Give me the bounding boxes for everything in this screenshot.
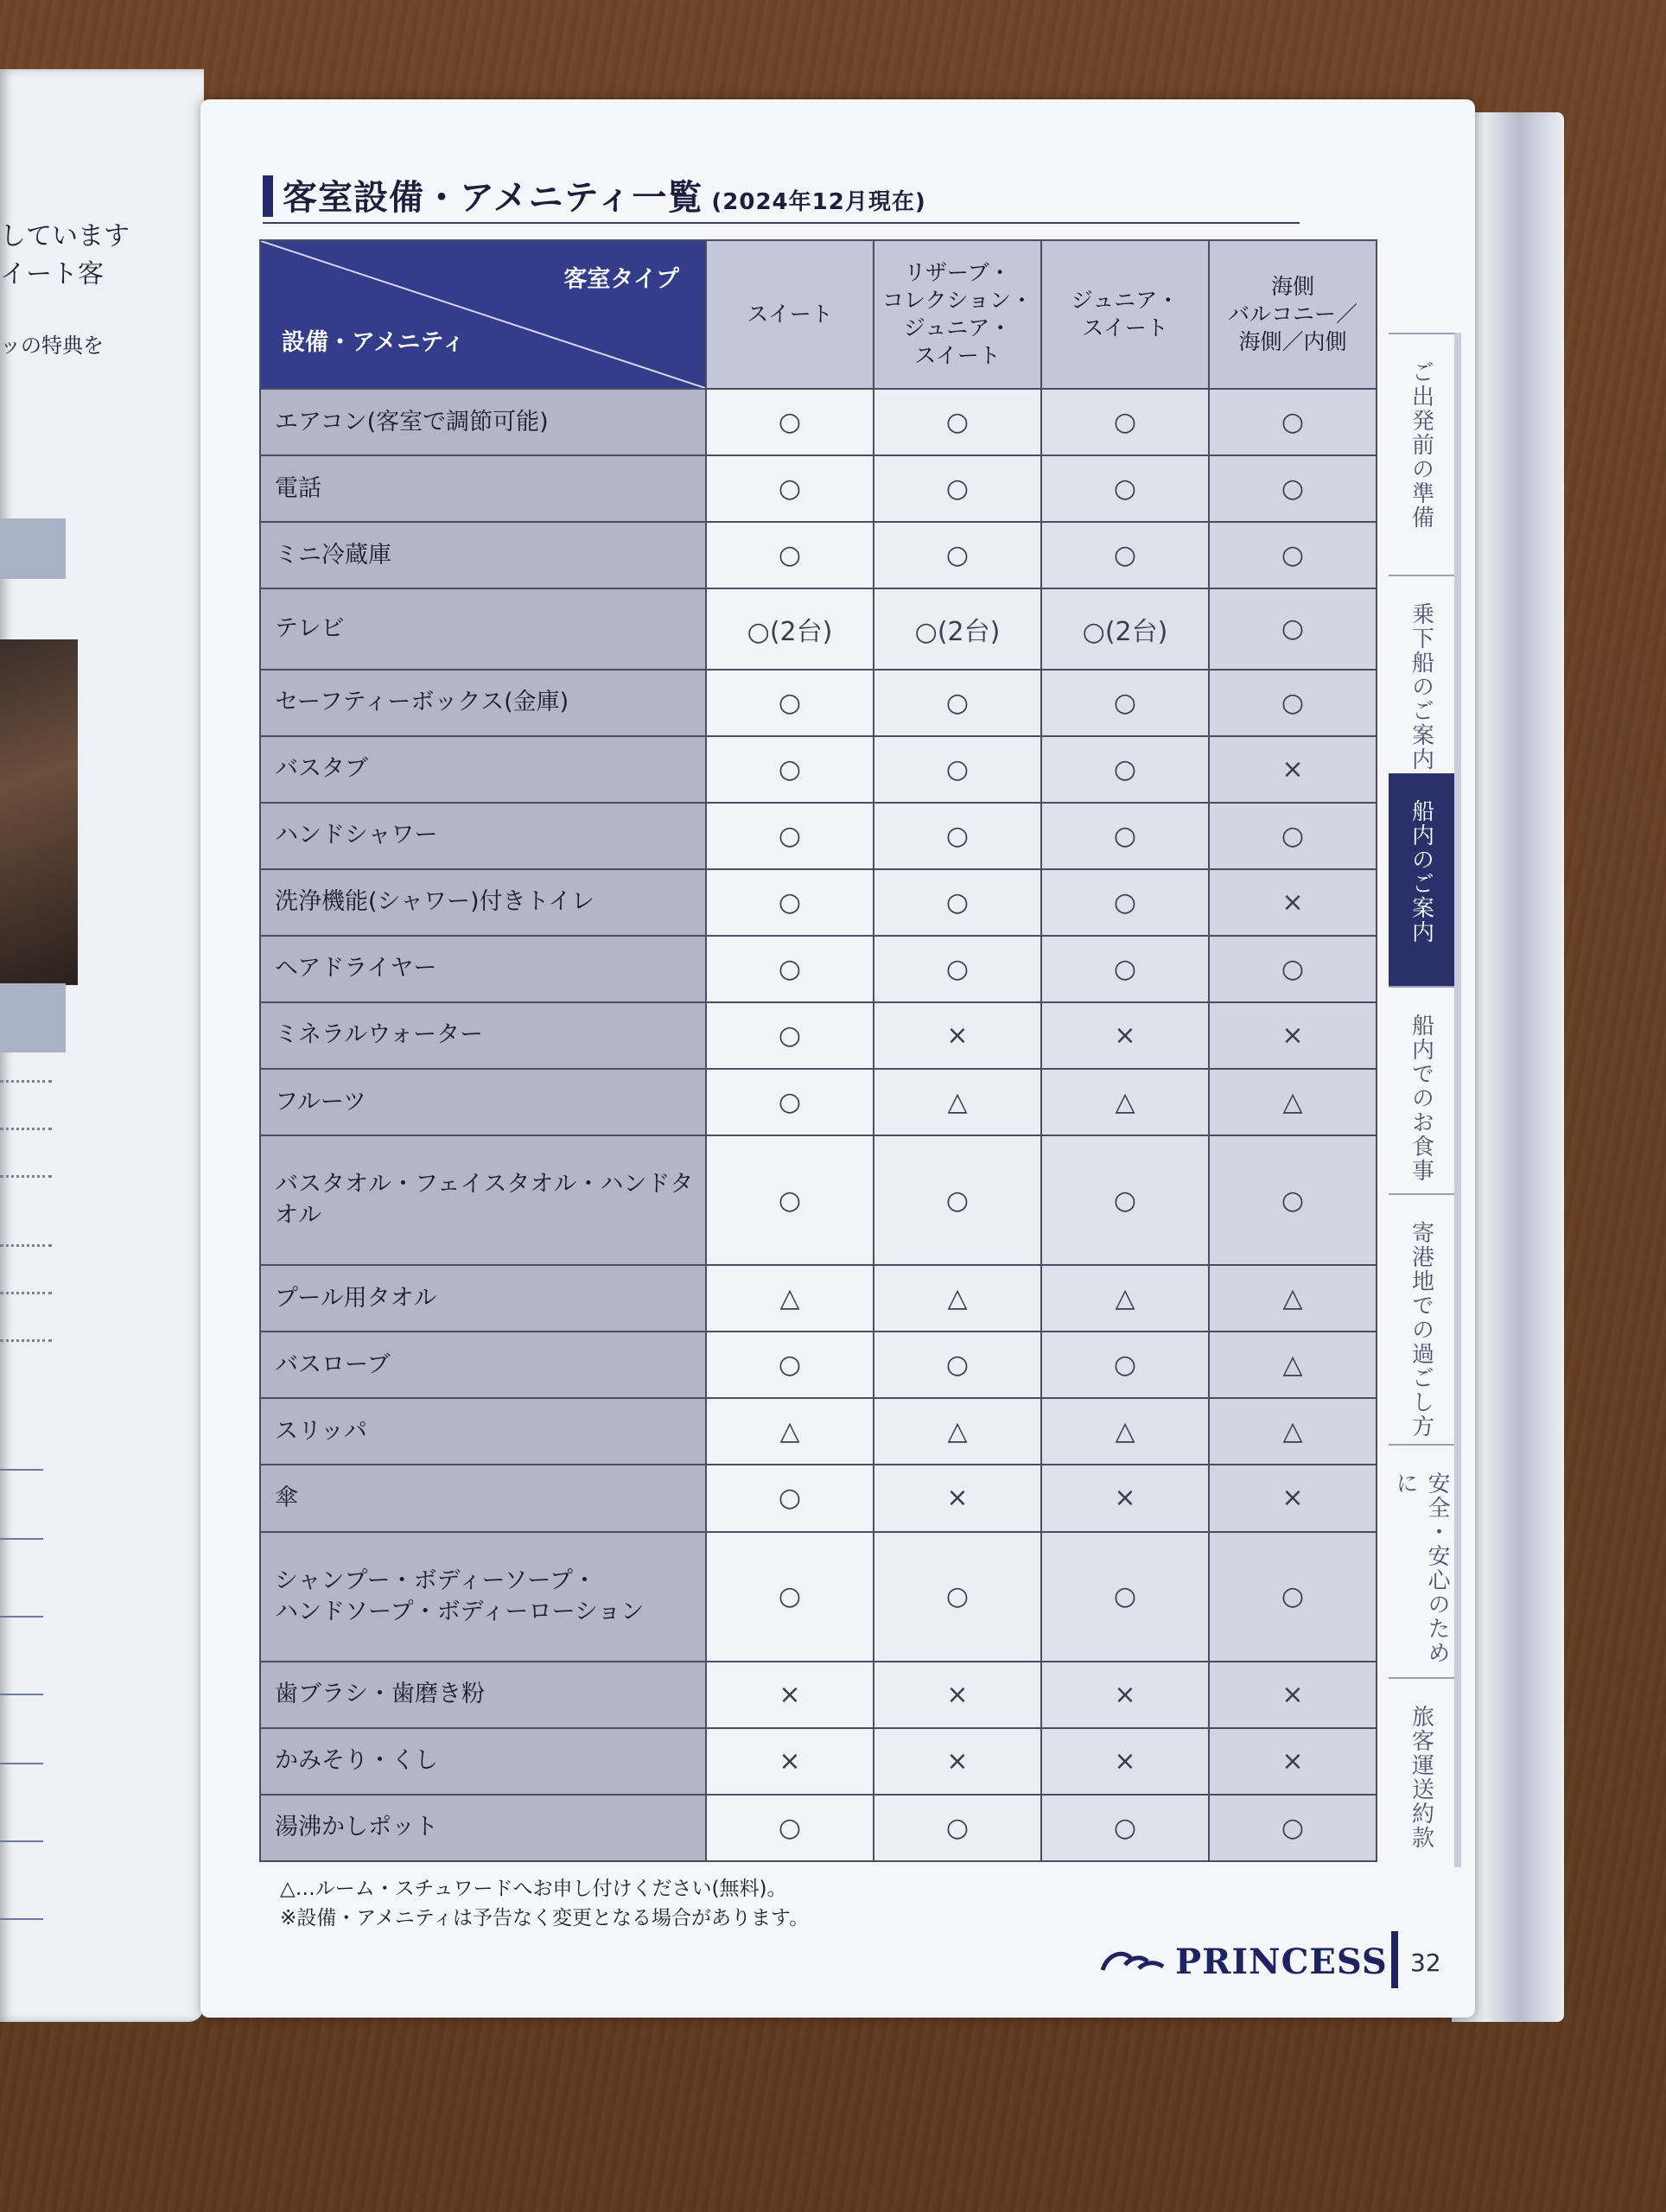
amenity-label: 電話: [260, 455, 706, 522]
availability-cell: △: [706, 1398, 874, 1465]
availability-cell: ○: [1041, 869, 1209, 936]
availability-cell: ○: [874, 670, 1041, 736]
availability-cell: △: [706, 1265, 874, 1332]
column-header-junior-suite: ジュニア・ スイート: [1041, 240, 1209, 389]
availability-cell: △: [874, 1398, 1041, 1465]
table-row: [260, 1332, 1377, 1398]
availability-cell: ×: [1209, 1002, 1377, 1069]
availability-cell: ○: [874, 803, 1041, 869]
amenity-label: 洗浄機能(シャワー)付きトイレ: [260, 869, 706, 936]
title-bar: [263, 175, 273, 217]
availability-cell: ○: [1041, 803, 1209, 869]
tab-embark-disembark[interactable]: 乗下船のご案内: [1389, 575, 1454, 773]
left-page-dots: [0, 1080, 52, 1083]
seawitch-icon: [1099, 1946, 1167, 1977]
table-row: [260, 1069, 1377, 1135]
availability-cell: ○: [706, 1465, 874, 1531]
amenity-label: ミニ冷蔵庫: [260, 522, 706, 588]
availability-cell: ○: [706, 455, 874, 522]
tab-onboard-guide[interactable]: 船内のご案内: [1389, 773, 1454, 986]
availability-cell: ×: [1209, 736, 1377, 803]
left-page-box: [0, 983, 66, 1052]
availability-cell: ×: [1041, 1662, 1209, 1728]
page-number: 32: [1410, 1948, 1441, 1977]
availability-cell: ○: [874, 455, 1041, 522]
table-row: [260, 522, 1377, 588]
availability-cell: ×: [1209, 1662, 1377, 1728]
availability-cell: △: [1209, 1265, 1377, 1332]
amenity-label: バスタブ: [260, 736, 706, 803]
availability-cell: △: [1209, 1332, 1377, 1398]
amenity-label: ミネラルウォーター: [260, 1002, 706, 1069]
left-page-fragment: しています: [0, 221, 130, 251]
availability-cell: ○: [874, 1135, 1041, 1265]
availability-cell: ○: [706, 522, 874, 588]
availability-cell: ○: [1041, 736, 1209, 803]
availability-cell: ○: [706, 1069, 874, 1135]
booklet-page: [200, 99, 1475, 2018]
amenity-label: プール用タオル: [260, 1265, 706, 1332]
left-page-dots: [0, 1175, 52, 1178]
availability-cell: ○: [1041, 1795, 1209, 1861]
availability-cell: ×: [1041, 1465, 1209, 1531]
amenity-label: 歯ブラシ・歯磨き粉: [260, 1662, 706, 1728]
availability-cell: ○: [706, 1332, 874, 1398]
availability-cell: ○: [706, 936, 874, 1002]
availability-cell: ×: [874, 1465, 1041, 1531]
availability-cell: ○: [1041, 455, 1209, 522]
page-number-bar: [1391, 1931, 1398, 1988]
availability-cell: ○: [1209, 588, 1377, 669]
availability-cell: ○(2台): [1041, 588, 1209, 669]
availability-cell: ○: [874, 1532, 1041, 1662]
left-page-line: [0, 1616, 43, 1618]
availability-cell: ○(2台): [706, 588, 874, 669]
availability-cell: ○: [706, 1002, 874, 1069]
table-row: [260, 1532, 1377, 1662]
availability-cell: ○: [874, 1795, 1041, 1861]
amenity-label: スリッパ: [260, 1398, 706, 1465]
availability-cell: △: [1041, 1398, 1209, 1465]
availability-cell: ○: [706, 670, 874, 736]
amenity-label: テレビ: [260, 588, 706, 669]
amenity-label: エアコン(客室で調節可能): [260, 389, 706, 455]
table-row: [260, 455, 1377, 522]
availability-cell: ○: [1041, 670, 1209, 736]
table-row: [260, 1795, 1377, 1861]
availability-cell: △: [1209, 1069, 1377, 1135]
table-header-row: [260, 240, 1377, 389]
availability-cell: ○: [1041, 936, 1209, 1002]
tab-ports-of-call[interactable]: 寄港地での過ごし方: [1389, 1193, 1454, 1444]
availability-cell: ○: [1209, 1795, 1377, 1861]
availability-cell: ○: [706, 1532, 874, 1662]
availability-cell: △: [1209, 1398, 1377, 1465]
table-row: [260, 389, 1377, 455]
left-page-box: [0, 518, 66, 579]
availability-cell: ×: [874, 1728, 1041, 1795]
table-row: [260, 1398, 1377, 1465]
left-page-line: [0, 1538, 43, 1540]
left-page-line: [0, 1840, 43, 1842]
amenity-label: バスタオル・フェイスタオル・ハンドタオル: [260, 1135, 706, 1265]
amenity-label: 傘: [260, 1465, 706, 1531]
left-page-line: [0, 1469, 43, 1471]
availability-cell: ○: [1209, 455, 1377, 522]
column-header-reserve-collection: リザーブ・ コレクション・ ジュニア・ スイート: [874, 240, 1041, 389]
tab-dining[interactable]: 船内でのお食事: [1389, 986, 1454, 1193]
left-page-dots: [0, 1339, 52, 1342]
availability-cell: ○: [706, 736, 874, 803]
table-row: [260, 1662, 1377, 1728]
table-row: [260, 1002, 1377, 1069]
amenity-label: フルーツ: [260, 1069, 706, 1135]
availability-cell: ○: [874, 522, 1041, 588]
left-page-line: [0, 1694, 43, 1695]
table-row: [260, 1265, 1377, 1332]
amenity-label: バスローブ: [260, 1332, 706, 1398]
left-page-fragment: イート客: [0, 259, 104, 289]
amenity-label: ヘアドライヤー: [260, 936, 706, 1002]
availability-cell: ×: [706, 1728, 874, 1795]
column-header-suite: スイート: [706, 240, 874, 389]
tab-edge: [1454, 333, 1461, 1867]
header-corner: [260, 240, 706, 389]
availability-cell: ○: [874, 736, 1041, 803]
page-title: [283, 170, 926, 219]
availability-cell: △: [874, 1069, 1041, 1135]
brand-name: PRINCESS: [1175, 1941, 1388, 1982]
availability-cell: ○: [706, 869, 874, 936]
availability-cell: ○: [1209, 522, 1377, 588]
page-title-text: 客室設備・アメニティ一覧: [283, 178, 703, 218]
corner-room-type-label: 客室タイプ: [563, 266, 679, 293]
amenity-label: シャンプー・ボディーソープ・ ハンドソープ・ボディーローション: [260, 1532, 706, 1662]
table-row: [260, 736, 1377, 803]
availability-cell: ×: [1041, 1728, 1209, 1795]
availability-cell: ○: [1209, 1135, 1377, 1265]
princess-logo: [1099, 1942, 1388, 1980]
availability-cell: ○: [1041, 1332, 1209, 1398]
tab-safety[interactable]: 安全・安心のために: [1389, 1444, 1454, 1677]
title-underline: [263, 222, 1300, 224]
left-page-dots: [0, 1244, 52, 1247]
availability-cell: ○: [1209, 389, 1377, 455]
availability-cell: ×: [1209, 869, 1377, 936]
left-page-dots: [0, 1292, 52, 1294]
availability-cell: ○: [1209, 803, 1377, 869]
availability-cell: ×: [1209, 1465, 1377, 1531]
availability-cell: ○: [706, 1795, 874, 1861]
availability-cell: ○: [1209, 670, 1377, 736]
availability-cell: ○: [706, 1135, 874, 1265]
availability-cell: ×: [706, 1662, 874, 1728]
left-page-line: [0, 1763, 43, 1764]
availability-cell: ○: [706, 389, 874, 455]
page-title-date: (2024年12月現在): [711, 189, 926, 215]
availability-cell: ○: [1209, 1532, 1377, 1662]
availability-cell: ○: [874, 389, 1041, 455]
amenity-table: [259, 239, 1377, 1862]
table-row: [260, 803, 1377, 869]
table-row: [260, 1135, 1377, 1265]
availability-cell: ○: [1041, 1135, 1209, 1265]
availability-cell: ○: [1209, 936, 1377, 1002]
availability-cell: ×: [874, 1002, 1041, 1069]
left-page: [0, 69, 204, 2022]
availability-cell: ×: [874, 1662, 1041, 1728]
availability-cell: ○: [1041, 522, 1209, 588]
availability-cell: ○: [1041, 1532, 1209, 1662]
availability-cell: ○: [874, 936, 1041, 1002]
tab-preparation[interactable]: ご出発前の準備: [1389, 333, 1454, 575]
amenity-label: セーフティーボックス(金庫): [260, 670, 706, 736]
column-header-balcony-ocean-inside: 海側 バルコニー／ 海側／内側: [1209, 240, 1377, 389]
table-row: [260, 670, 1377, 736]
availability-cell: ○(2台): [874, 588, 1041, 669]
left-page-photo: [0, 639, 78, 985]
availability-cell: △: [1041, 1069, 1209, 1135]
tab-terms[interactable]: 旅客運送約款: [1389, 1677, 1454, 1867]
availability-cell: △: [1041, 1265, 1209, 1332]
left-page-fragment: ッの特典を: [0, 334, 104, 358]
availability-cell: △: [874, 1265, 1041, 1332]
table-row: [260, 1465, 1377, 1531]
availability-cell: ×: [1041, 1002, 1209, 1069]
availability-cell: ○: [706, 803, 874, 869]
amenity-label: かみそり・くし: [260, 1728, 706, 1795]
availability-cell: ○: [874, 869, 1041, 936]
amenity-label: ハンドシャワー: [260, 803, 706, 869]
availability-cell: ○: [1041, 389, 1209, 455]
availability-cell: ○: [874, 1332, 1041, 1398]
table-row: [260, 1728, 1377, 1795]
left-page-line: [0, 1918, 43, 1920]
table-row: [260, 936, 1377, 1002]
left-page-dots: [0, 1128, 52, 1130]
corner-amenity-label: 設備・アメニティ: [282, 329, 466, 356]
footnote-triangle: △…ルーム・スチュワードへお申し付けください(無料)。: [280, 1878, 787, 1900]
footnote-change: ※設備・アメニティは予告なく変更となる場合があります。: [280, 1907, 810, 1929]
amenity-label: 湯沸かしポット: [260, 1795, 706, 1861]
table-row: [260, 588, 1377, 669]
table-row: [260, 869, 1377, 936]
availability-cell: ×: [1209, 1728, 1377, 1795]
